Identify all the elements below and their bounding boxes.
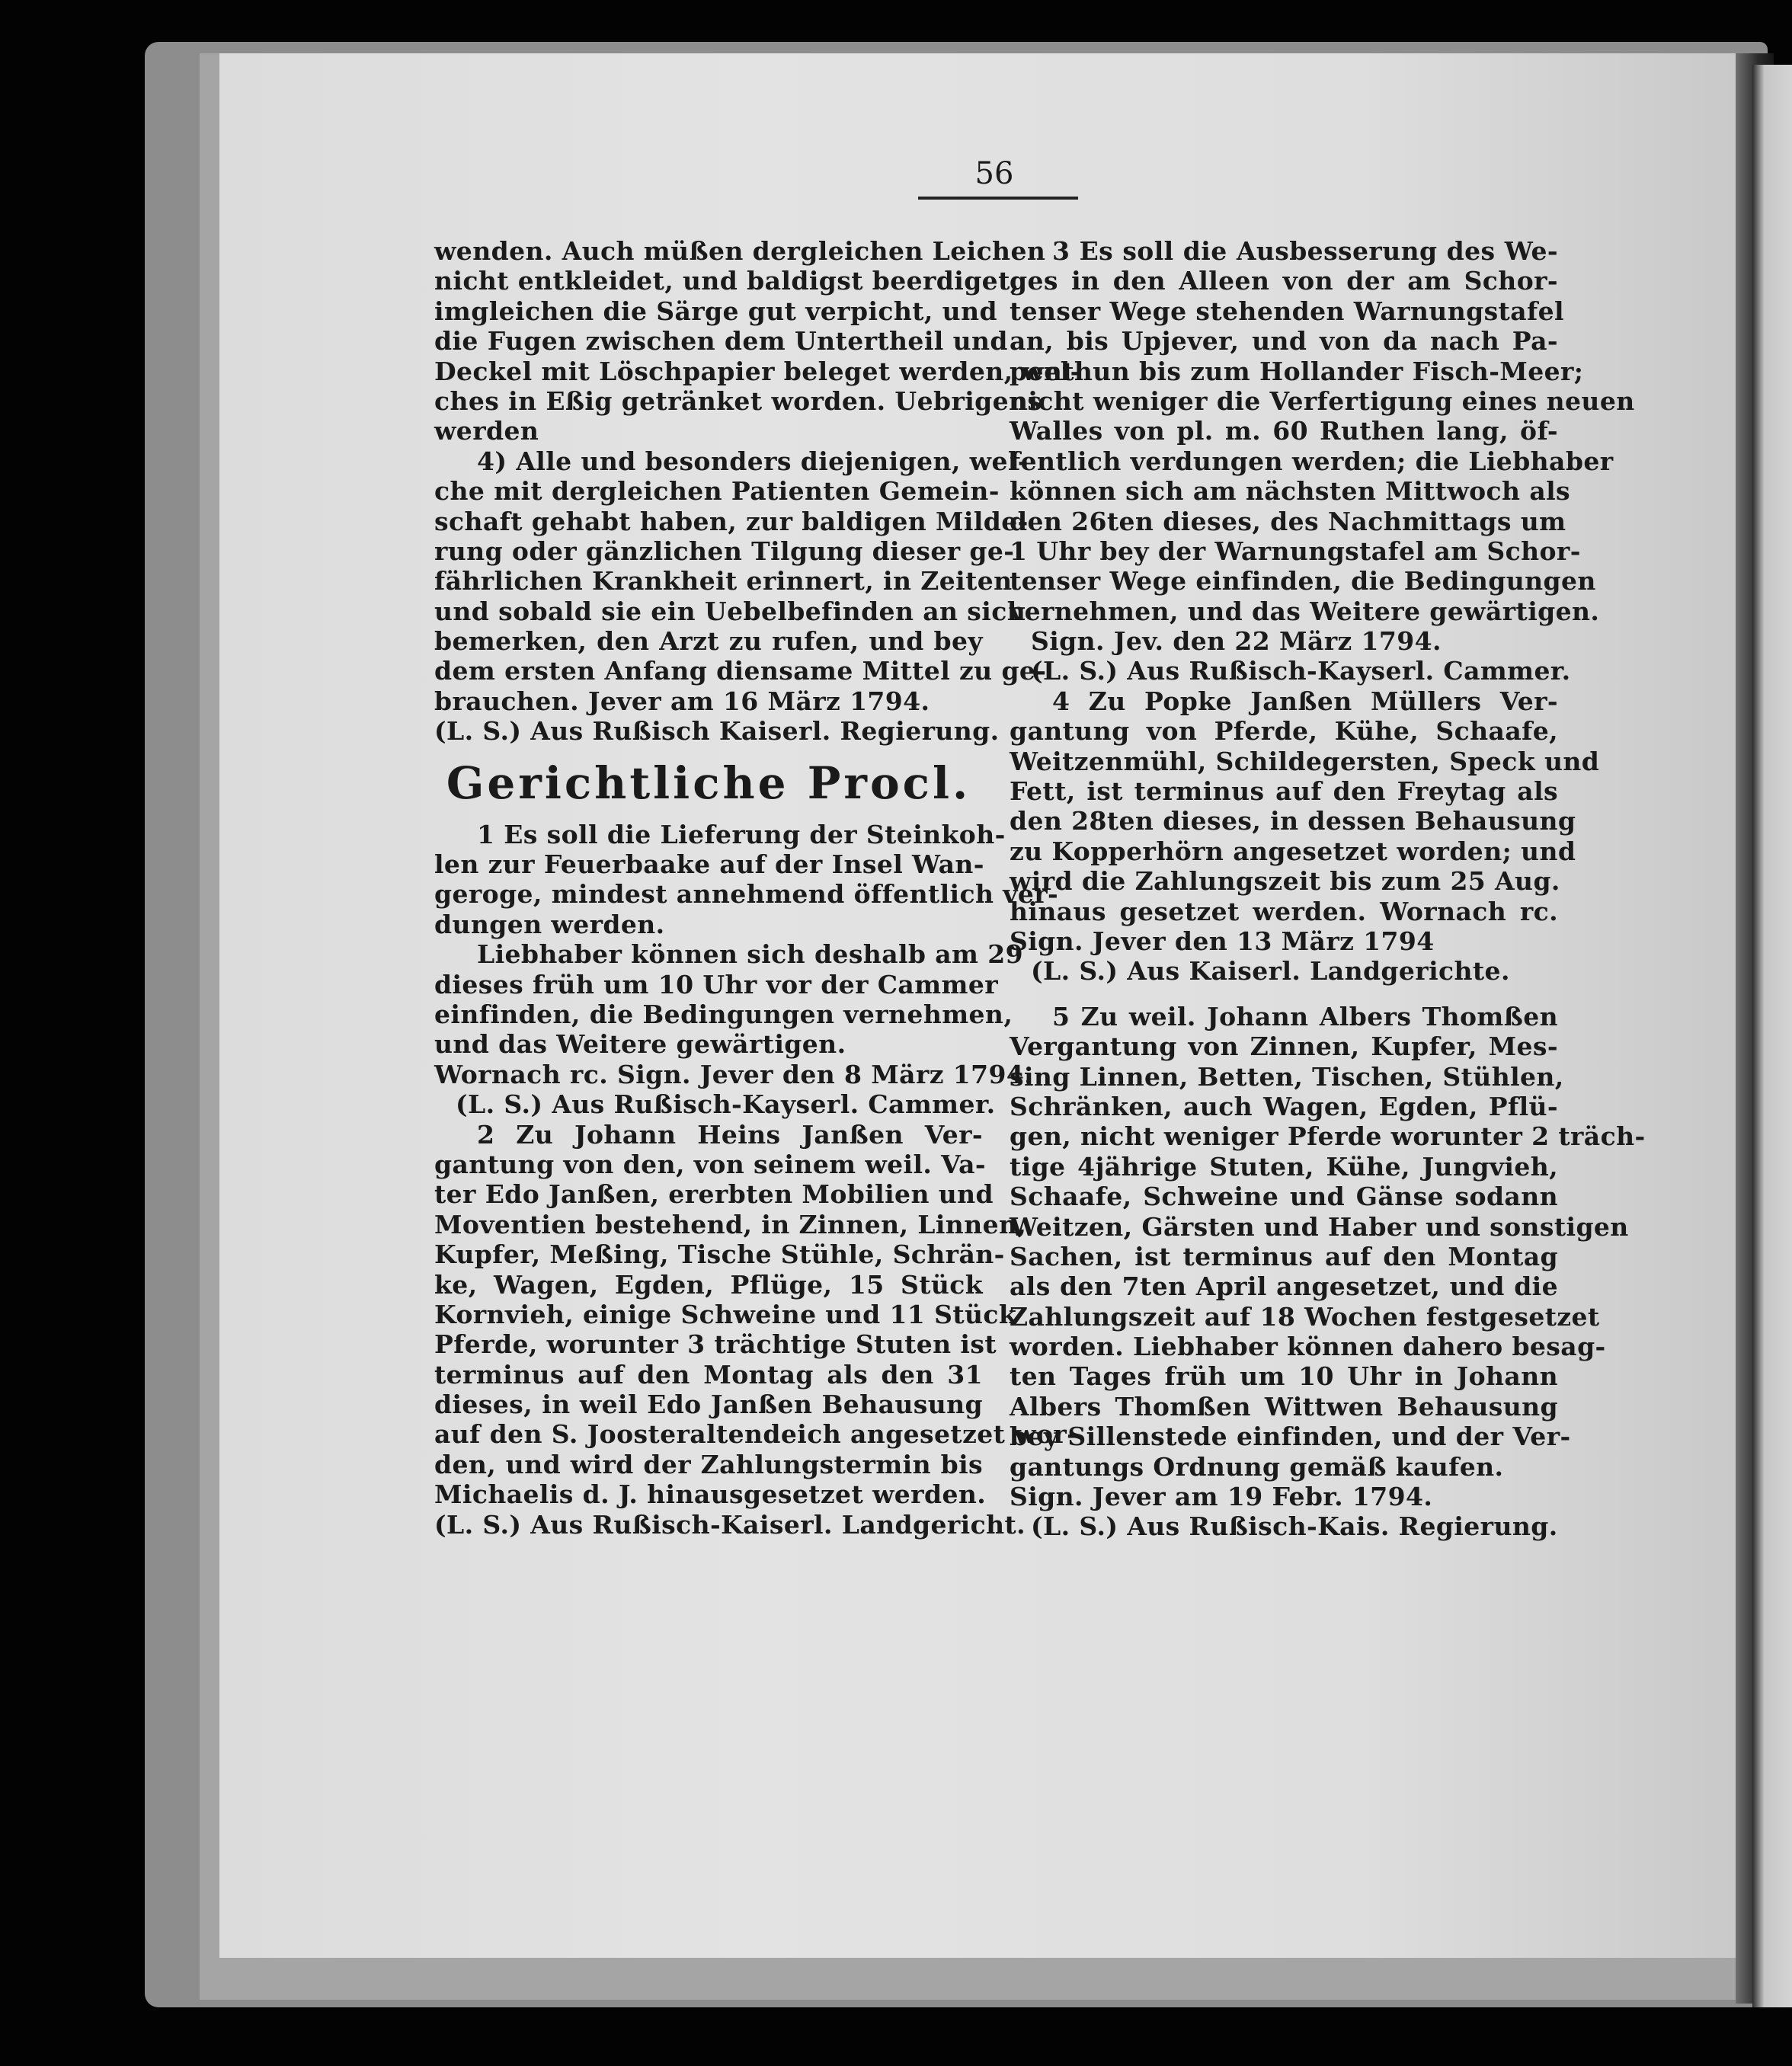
text-line: rung oder gänzlichen Tilgung dieser ge- <box>434 536 1015 566</box>
facing-page-edge <box>1752 65 1792 2007</box>
text-line: Pferde, worunter 3 trächtige Stuten ist <box>434 1329 997 1360</box>
text-line: schaft gehabt haben, zur baldigen Milde- <box>434 506 1029 536</box>
text-line: auf den S. Joosteraltendeich angesetzet wor- <box>434 1419 1078 1450</box>
text-line: len zur Feuerbaake auf der Insel Wan- <box>434 849 984 880</box>
text-line: wird die Zahlungszeit bis zum 25 Aug. <box>1010 866 1560 897</box>
text-line: 1 Es soll die Lieferung der Steinkoh- <box>477 819 1006 849</box>
text-line: nicht weniger die Verfertigung eines neuen <box>1010 385 1635 416</box>
text-line: gen, nicht weniger Pferde worunter 2 träch- <box>1010 1121 1646 1152</box>
text-line: fentlich verdungen werden; die Liebhaber <box>1010 446 1614 476</box>
text-line: hinaus gesetzet werden. Wornach rc. <box>1010 896 1558 926</box>
text-line: Albers Thomßen Wittwen Behausung <box>1010 1391 1558 1422</box>
text-line: fährlichen Krankheit erinnert, in Zeiten <box>434 566 1013 596</box>
text-line: (L. S.) Aus Rußisch-Kayserl. Cammer. <box>456 1089 996 1120</box>
text-line: Zahlungszeit auf 18 Wochen festgesetzet <box>1010 1301 1600 1332</box>
text-line: nicht entkleidet, und baldigst beerdiget, <box>434 266 1019 296</box>
text-line: terminus auf den Montag als den 31 <box>434 1359 983 1390</box>
text-line: Weitzenmühl, Schildegersten, Speck und <box>1010 746 1600 776</box>
text-line: gantung von Pferde, Kühe, Schaafe, <box>1010 716 1558 747</box>
section-heading: Gerichtliche Procl. <box>446 756 971 809</box>
page-number-rule <box>918 197 1078 200</box>
text-line: Walles von pl. m. 60 Ruthen lang, öf- <box>1010 416 1558 446</box>
text-line: zu Kopperhörn angesetzet worden; und <box>1010 836 1576 866</box>
text-line: werden <box>434 416 539 446</box>
text-line: Wornach rc. Sign. Jever den 8 März 1794. <box>434 1059 1034 1089</box>
text-line: Sign. Jever den 13 März 1794 <box>1010 926 1435 956</box>
text-line: (L. S.) Aus Rußisch-Kaiserl. Landgericht. <box>434 1509 1026 1540</box>
text-line: 5 Zu weil. Johann Albers Thomßen <box>1052 1001 1558 1031</box>
text-line: Schränken, auch Wagen, Egden, Pflü- <box>1010 1091 1558 1121</box>
text-line: Schaafe, Schweine und Gänse sodann <box>1010 1182 1558 1212</box>
text-line: tige 4jährige Stuten, Kühe, Jungvieh, <box>1010 1151 1558 1182</box>
text-line: tenser Wege stehenden Warnungstafel <box>1010 296 1564 326</box>
text-line: tenser Wege einfinden, die Bedingungen <box>1010 566 1596 596</box>
text-line: ches in Eßig getränket worden. Uebrigens <box>434 385 1042 416</box>
text-line: sing Linnen, Betten, Tischen, Stühlen, <box>1010 1061 1564 1092</box>
text-line: den, und wird der Zahlungstermin bis <box>434 1449 983 1479</box>
text-line: Fett, ist terminus auf den Freytag als <box>1010 776 1558 807</box>
text-line: (L. S.) Aus Rußisch Kaiserl. Regierung. <box>434 716 1000 747</box>
text-line: an, bis Upjever, und von da nach Pa- <box>1010 326 1558 357</box>
text-line: die Fugen zwischen dem Untertheil und <box>434 326 1008 357</box>
text-line: Sachen, ist terminus auf den Montag <box>1010 1241 1558 1271</box>
text-line: ke, Wagen, Egden, Pflüge, 15 Stück <box>434 1269 983 1300</box>
text-line: dieses, in weil Edo Janßen Behausung <box>434 1390 983 1420</box>
text-line: können sich am nächsten Mittwoch als <box>1010 476 1571 507</box>
text-line: Kupfer, Meßing, Tische Stühle, Schrän- <box>434 1239 1005 1270</box>
text-line: ten Tages früh um 10 Uhr in Johann <box>1010 1361 1558 1392</box>
text-line: Vergantung von Zinnen, Kupfer, Mes- <box>1010 1031 1558 1062</box>
text-line: 3 Es soll die Ausbesserung des We- <box>1052 236 1558 266</box>
text-line: 1 Uhr bey der Warnungstafel am Schor- <box>1010 536 1581 566</box>
right-text-column <box>1010 236 1646 1542</box>
text-line <box>1010 987 1558 1002</box>
text-line: ges in den Alleen von der am Schor- <box>1010 266 1558 296</box>
text-line: gantung von den, von seinem weil. Va- <box>434 1149 987 1179</box>
text-line: bemerken, den Arzt zu rufen, und bey <box>434 626 983 657</box>
text-line: che mit dergleichen Patienten Gemein- <box>434 476 1000 507</box>
text-line: Liebhaber können sich deshalb am 29 <box>477 939 1023 970</box>
text-line: wenden. Auch müßen dergleichen Leichen <box>434 236 1046 266</box>
text-line: einfinden, die Bedingungen vernehmen, <box>434 999 1013 1029</box>
text-line: geroge, mindest annehmend öffentlich ver- <box>434 879 1059 910</box>
text-line: (L. S.) Aus Rußisch-Kayserl. Cammer. <box>1031 656 1571 686</box>
text-line: und sobald sie ein Uebelbefinden an sich <box>434 596 1026 626</box>
text-line: Weitzen, Gärsten und Haber und sonstigen <box>1010 1211 1629 1242</box>
text-line: als den 7ten April angesetzet, und die <box>1010 1271 1558 1302</box>
text-line: worden. Liebhaber können dahero besag- <box>1010 1332 1606 1362</box>
text-line: den 28ten dieses, in dessen Behausung <box>1010 806 1576 836</box>
text-line: imgleichen die Särge gut verpicht, und <box>434 296 997 326</box>
text-line: dungen werden. <box>434 909 665 939</box>
text-line: ter Edo Janßen, ererbten Mobilien und <box>434 1179 994 1210</box>
text-line: Moventien bestehend, in Zinnen, Linnen, <box>434 1209 1027 1239</box>
text-line: Sign. Jever am 19 Febr. 1794. <box>1010 1482 1433 1512</box>
page-number: 56 <box>974 156 1014 191</box>
text-line: 4) Alle und besonders diejenigen, wel- <box>477 446 1029 476</box>
text-line: vernehmen, und das Weitere gewärtigen. <box>1010 596 1600 626</box>
text-line: Sign. Jev. den 22 März 1794. <box>1031 626 1442 657</box>
text-line: brauchen. Jever am 16 März 1794. <box>434 686 930 716</box>
text-line: gantungs Ordnung gemäß kaufen. <box>1010 1451 1504 1482</box>
left-text-column <box>434 236 1081 1540</box>
text-line: Kornvieh, einige Schweine und 11 Stück <box>434 1299 1017 1329</box>
text-line: (L. S.) Aus Rußisch-Kais. Regierung. <box>1031 1511 1558 1542</box>
text-line: dem ersten Anfang diensame Mittel zu ge- <box>434 656 1047 686</box>
text-line: den 26ten dieses, des Nachmittags um <box>1010 506 1566 536</box>
text-line: 2 Zu Johann Heins Janßen Ver- <box>477 1119 983 1150</box>
text-line: dieses früh um 10 Uhr vor der Cammer <box>434 969 999 999</box>
text-line: 4 Zu Popke Janßen Müllers Ver- <box>1052 686 1558 716</box>
text-line: und das Weitere gewärtigen. <box>434 1029 846 1060</box>
text-line: penthun bis zum Hollander Fisch-Meer; <box>1010 356 1584 386</box>
text-line: Michaelis d. J. hinausgesetzet werden. <box>434 1479 987 1510</box>
text-line: bey Sillenstede einfinden, und der Ver- <box>1010 1422 1571 1452</box>
text-line: Deckel mit Löschpapier beleget werden, wel- <box>434 356 1081 386</box>
text-line: (L. S.) Aus Kaiserl. Landgerichte. <box>1031 956 1510 987</box>
